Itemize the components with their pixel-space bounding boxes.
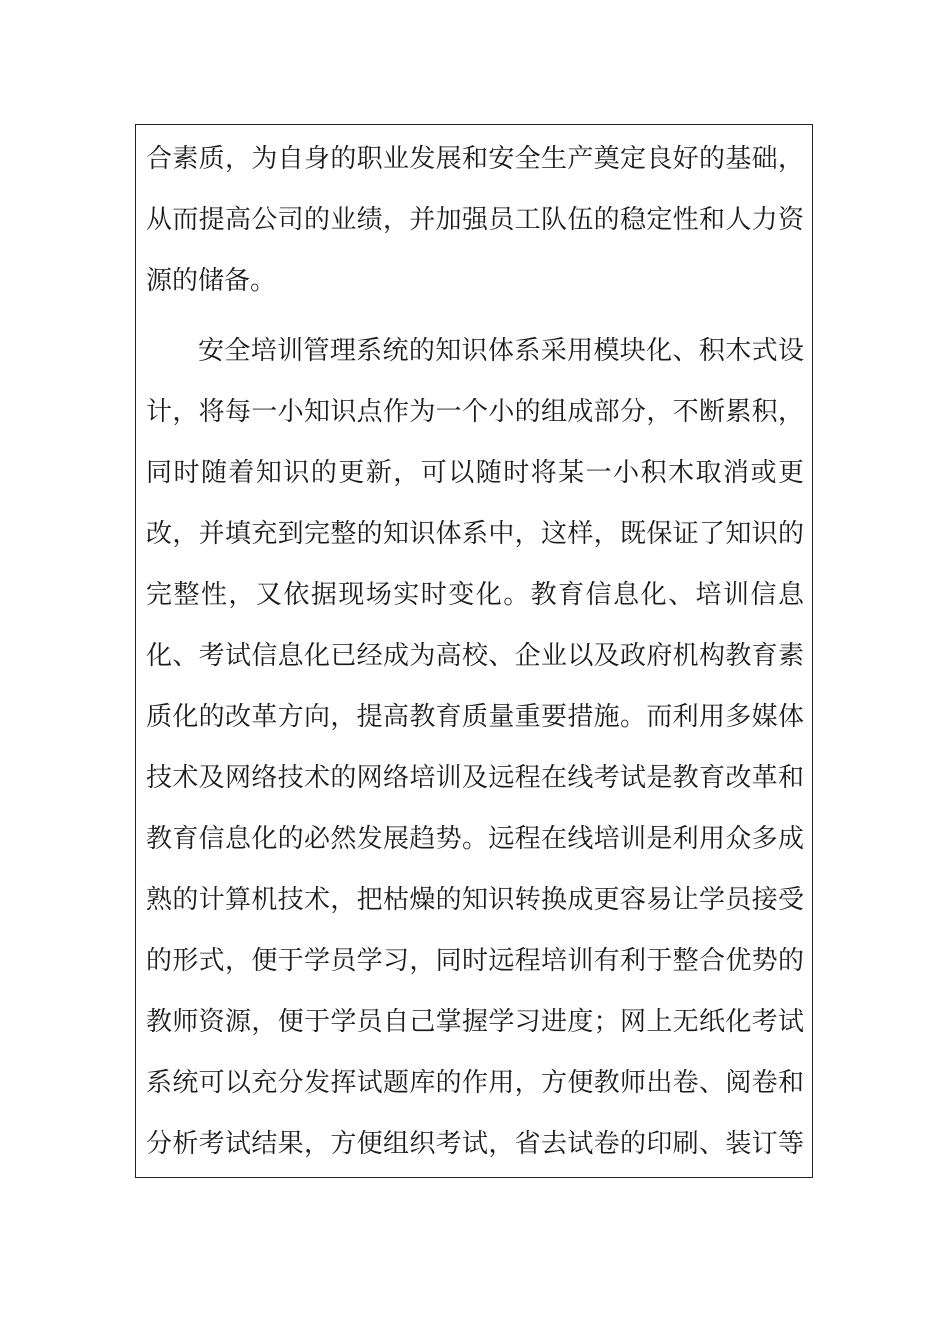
text-line-12: 教育信息化的必然发展趋势。远程在线培训是利用众多成 (146, 824, 804, 854)
text-line-13: 熟的计算机技术，把枯燥的知识转换成更容易让学员接受 (146, 885, 804, 915)
text-line-7: 改，并填充到完整的知识体系中，这样，既保证了知识的 (146, 519, 804, 549)
text-line-16: 系统可以充分发挥试题库的作用，方便教师出卷、阅卷和 (146, 1068, 804, 1098)
text-line-14: 的形式，便于学员学习，同时远程培训有利于整合优势的 (146, 946, 804, 976)
text-line-8: 完整性，又依据现场实时变化。教育信息化、培训信息 (146, 580, 804, 610)
text-line-1: 合素质，为自身的职业发展和安全生产奠定良好的基础， (146, 144, 804, 174)
text-line-3: 源的储备。 (146, 266, 277, 296)
text-line-4: 安全培训管理系统的知识体系采用模块化、积木式设 (198, 336, 804, 366)
text-frame (135, 124, 813, 1178)
text-line-17: 分析考试结果，方便组织考试，省去试卷的印刷、装订等 (146, 1129, 804, 1159)
text-line-2: 从而提高公司的业绩，并加强员工队伍的稳定性和人力资 (146, 205, 804, 235)
text-line-10: 质化的改革方向，提高教育质量重要措施。而利用多媒体 (146, 702, 804, 732)
text-line-15: 教师资源，便于学员自己掌握学习进度；网上无纸化考试 (146, 1007, 804, 1037)
text-line-11: 技术及网络技术的网络培训及远程在线考试是教育改革和 (146, 763, 804, 793)
text-line-5: 计，将每一小知识点作为一个小的组成部分，不断累积， (146, 397, 804, 427)
text-line-9: 化、考试信息化已经成为高校、企业以及政府机构教育素 (146, 641, 804, 671)
text-line-6: 同时随着知识的更新，可以随时将某一小积木取消或更 (146, 458, 804, 488)
